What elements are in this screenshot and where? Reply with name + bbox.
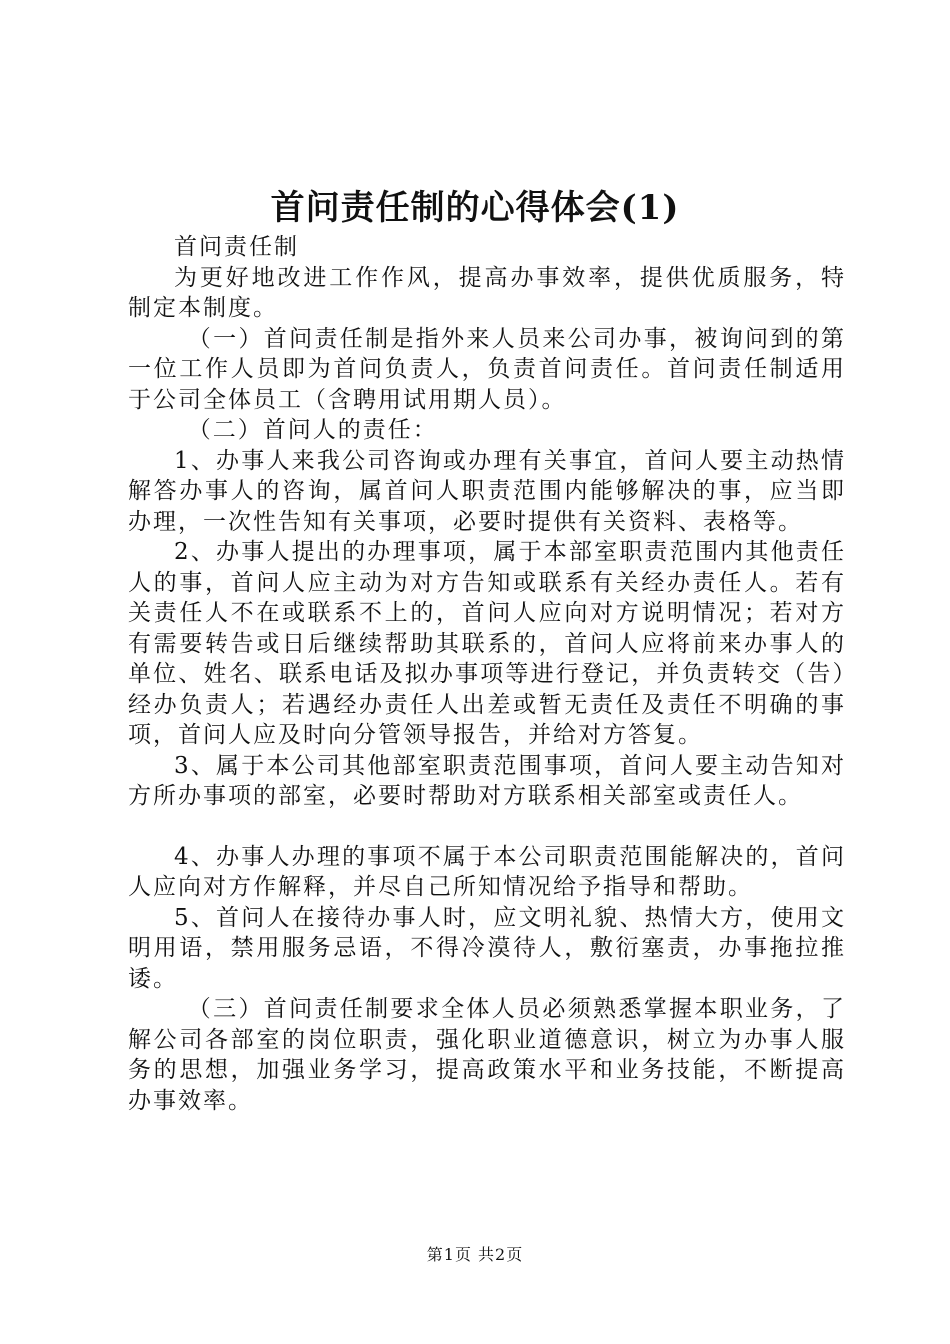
paragraph-heading: 首问责任制 [174,234,299,260]
paragraph-item-1: 1、办事人来我公司咨询或办理有关事宜，首问人要主动热情解答办事人的咨询，属首问人职责范围内能够解决的事，应当即办理，一次性告知有关事项，必要时提供有关资料、表格等。 [128,447,846,535]
paragraph-item-4: 4、办事人办理的事项不属于本公司职责范围能解决的，首问人应向对方作解释，并尽自己所知情况给予指导和帮助。 [128,843,846,900]
paragraph-section-1: （一）首问责任制是指外来人员来公司办事，被询问到的第一位工作人员即为首问负责人，负责首问责任。首问责任制适用于公司全体员工（含聘用试用期人员）。 [128,325,846,413]
document-title: 首问责任制的心得体会(1) [270,188,680,228]
paragraph-item-2: 2、办事人提出的办理事项，属于本部室职责范围内其他责任人的事，首问人应主动为对方告知或联系有关经办责任人。若有关责任人不在或联系不上的，首问人应向对方说明情况；若对方有需要转告或日后继续帮助其联系的，首问人应将前来办事人的单位、姓名、联系电话及拟办事项等进行登记，并负责转交（告）经办负责人；若遇经办责任人出差或暂无责任及责任不明确的事项，首问人应及时向分管领导报告，并给对方答复。 [128,539,846,748]
paragraph-item-5: 5、首问人在接待办事人时，应文明礼貌、热情大方，使用文明用语，禁用服务忌语，不得冷漠待人，敷衍塞责，办事拖拉推诿。 [128,904,846,992]
paragraph-item-3: 3、属于本公司其他部室职责范围事项，首问人要主动告知对方所办事项的部室，必要时帮助对方联系相关部室或责任人。 [128,752,846,809]
page-footer: 第1页 共2页 [426,1245,524,1264]
document-body [128,232,846,1116]
paragraph-section-3: （三）首问责任制要求全体人员必须熟悉掌握本职业务，了解公司各部室的岗位职责，强化职业道德意识，树立为办事人服务的思想，加强业务学习，提高政策水平和业务技能，不断提高办事效率。 [128,996,846,1114]
paragraph-intro: 为更好地改进工作作风，提高办事效率，提供优质服务，特制定本制度。 [128,264,846,321]
paragraph-section-2-heading: （二）首问人的责任： [187,417,438,443]
